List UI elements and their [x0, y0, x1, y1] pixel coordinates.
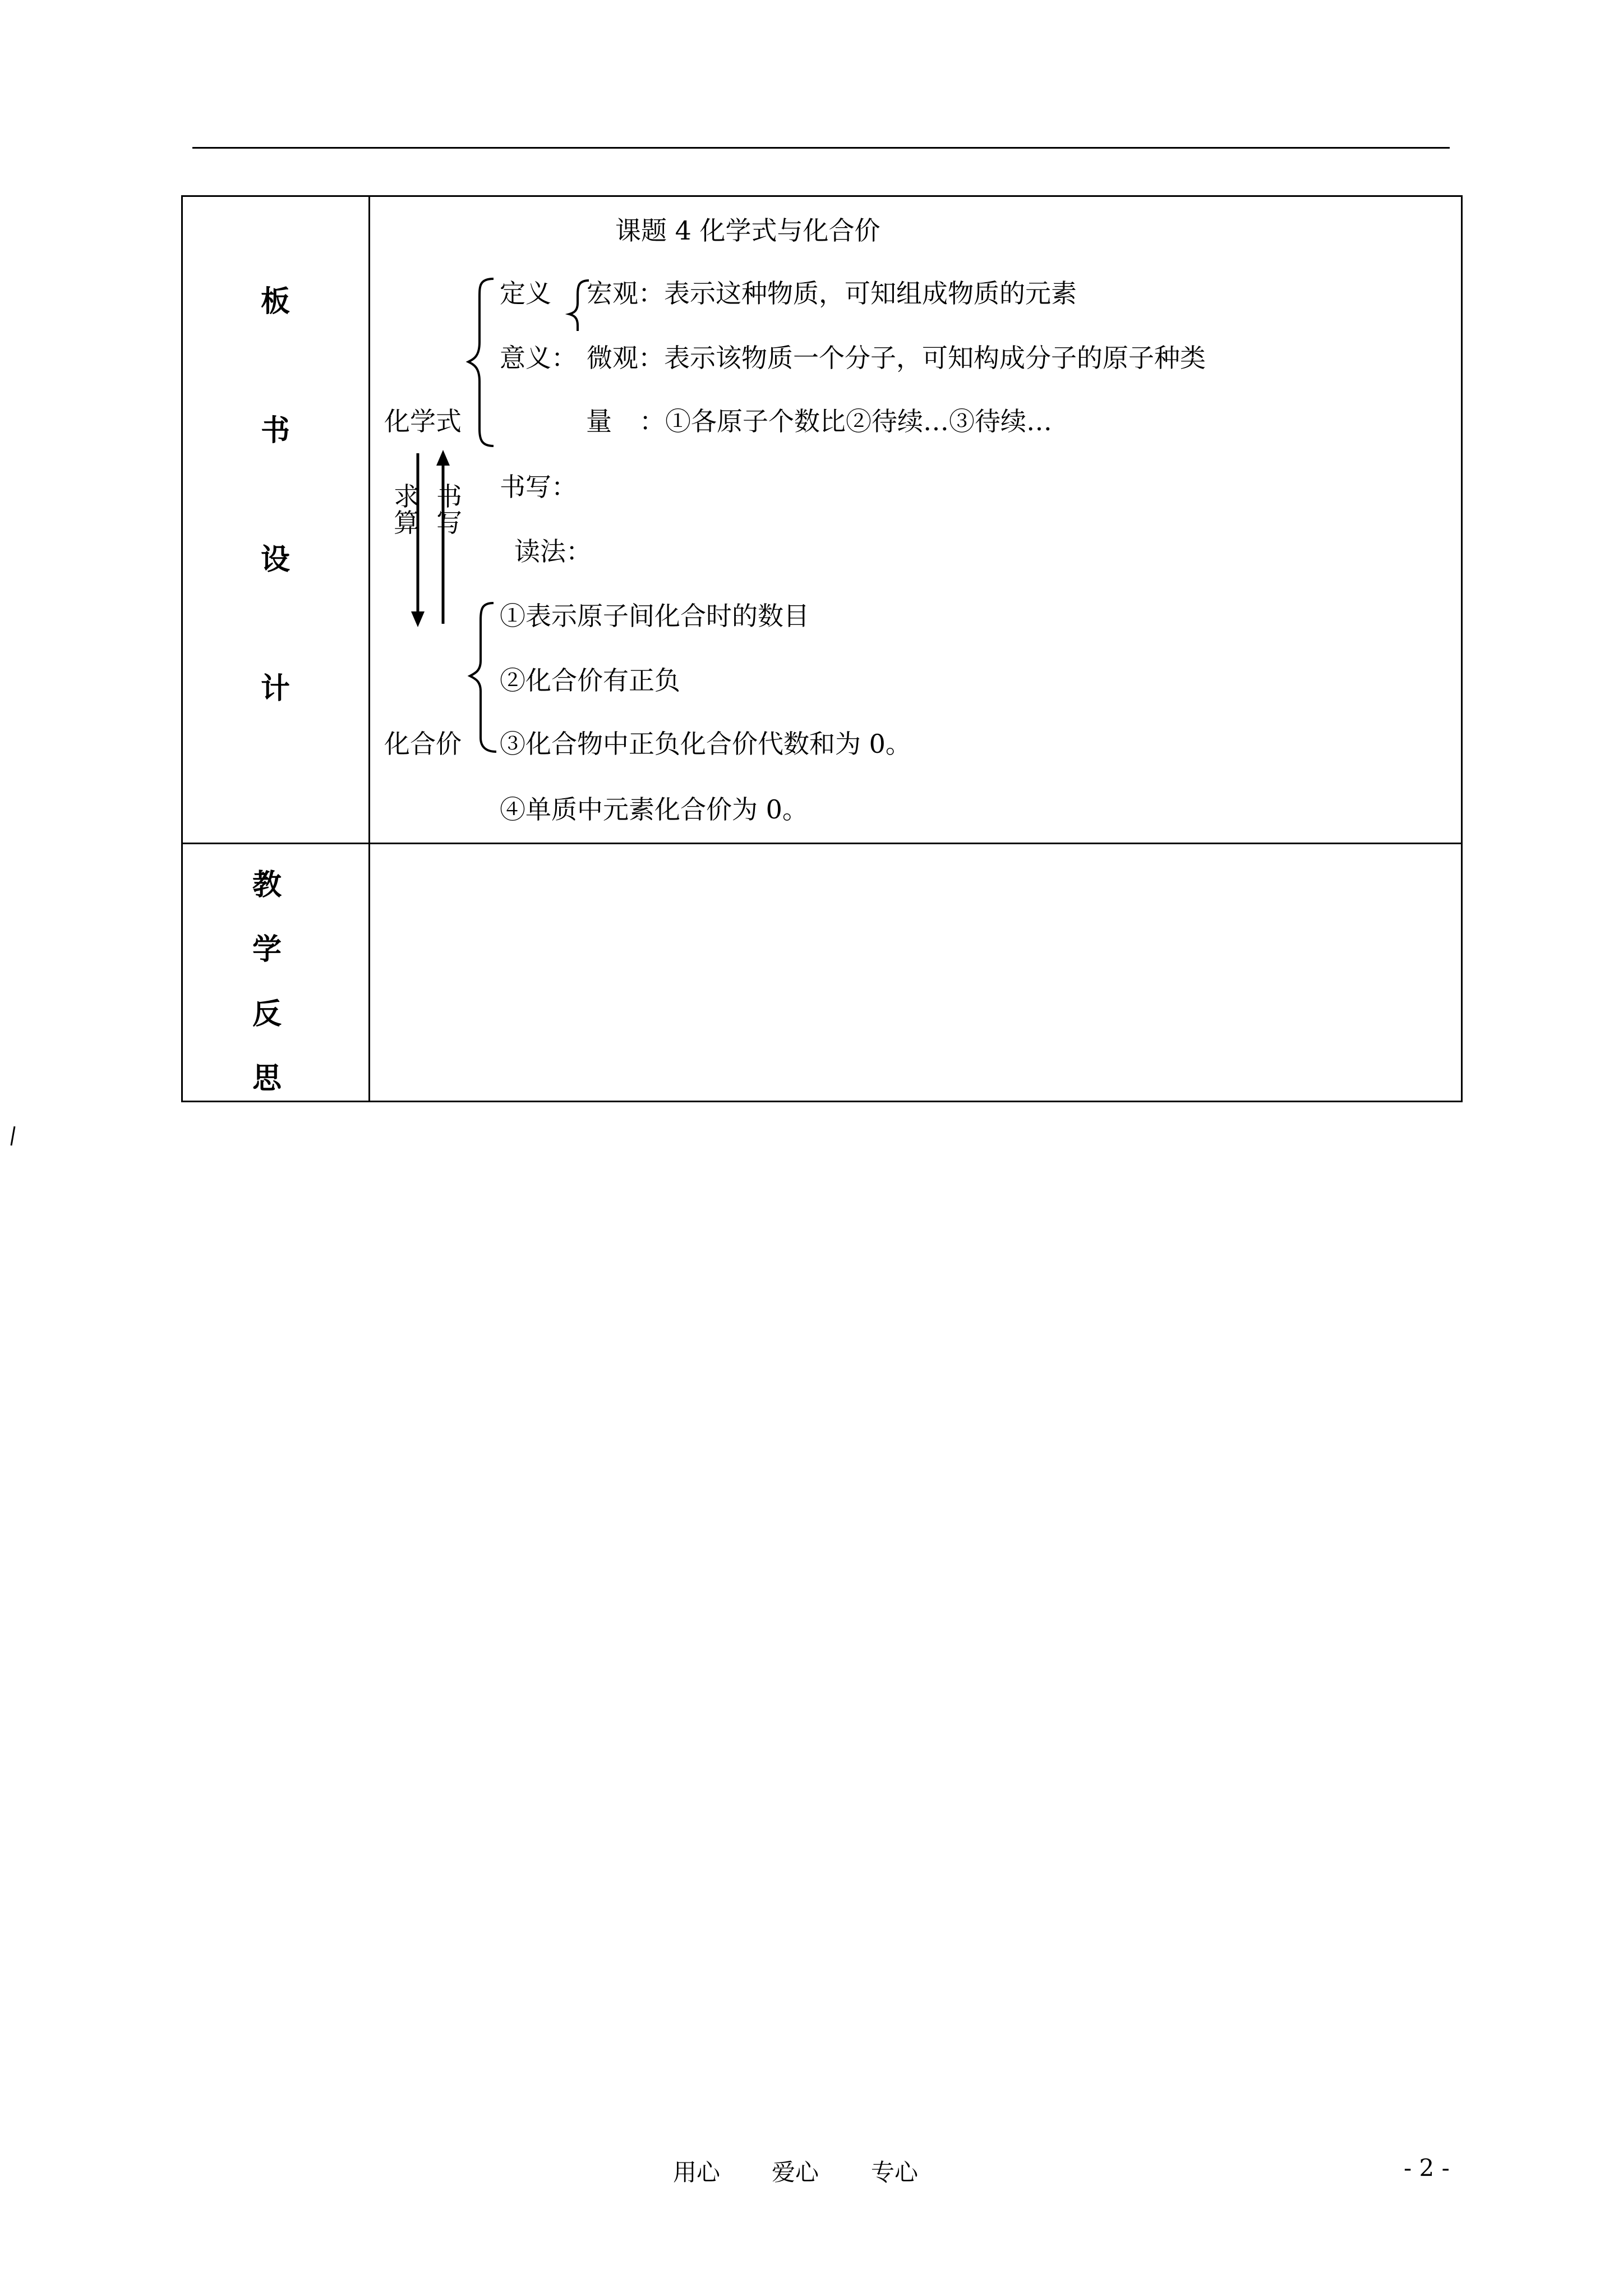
board-title: 课题 4 化学式与化合价 [615, 215, 880, 246]
definition-label: 定义 [500, 278, 551, 309]
chem-formula-label: 化学式 [384, 406, 462, 436]
writing-label: 书写： [500, 472, 577, 502]
quantity-text: ：①各原子个数比②待续…③待续… [639, 406, 1052, 436]
valence-item-2: ②化合价有正负 [500, 665, 680, 696]
board-label-1: 板 [261, 285, 291, 319]
table-divider [368, 195, 370, 1102]
meaning-label: 意义： [500, 343, 577, 373]
page-number: - 2 - [1404, 2154, 1450, 2182]
macro-text: 宏观：表示这种物质，可知组成物质的元素 [587, 278, 1077, 309]
table-right-border [1461, 195, 1463, 1102]
footer-motto-3: 专心 [871, 2159, 919, 2186]
board-label-4: 计 [261, 672, 291, 706]
board-label-2: 书 [261, 414, 291, 448]
table-middle-border [181, 843, 1463, 844]
valence-label: 化合价 [384, 729, 462, 759]
margin-mark [11, 1126, 15, 1145]
table-top-border [181, 195, 1463, 197]
quantity-label: 量 [586, 406, 612, 436]
valence-item-4: ④单质中元素化合价为 0。 [500, 794, 808, 825]
valence-item-3: ③化合物中正负化合价代数和为 0。 [500, 729, 911, 759]
definition-brace [569, 280, 589, 331]
footer-motto-1: 用心 [673, 2159, 721, 2186]
reflection-label-4: 思 [252, 1062, 282, 1096]
footer-motto-2: 爱心 [772, 2159, 819, 2186]
micro-text: 微观：表示该物质一个分子，可知构成分子的原子种类 [587, 343, 1206, 373]
arrow-down [411, 453, 425, 627]
valence-item-1: ①表示原子间化合时的数目 [500, 601, 809, 631]
formula-brace [468, 279, 494, 446]
reading-label: 读法： [514, 536, 592, 567]
valence-brace [470, 603, 496, 752]
reflection-label-3: 反 [252, 997, 282, 1031]
arrow-down-label: 求算 [394, 481, 419, 538]
board-label-3: 设 [261, 543, 291, 577]
arrow-up-label: 书写 [436, 481, 462, 538]
table-bottom-border [181, 1101, 1463, 1102]
table-left-border [181, 195, 183, 1102]
reflection-label-2: 学 [252, 933, 282, 967]
reflection-label-1: 教 [252, 868, 282, 902]
header-rule [192, 147, 1450, 149]
